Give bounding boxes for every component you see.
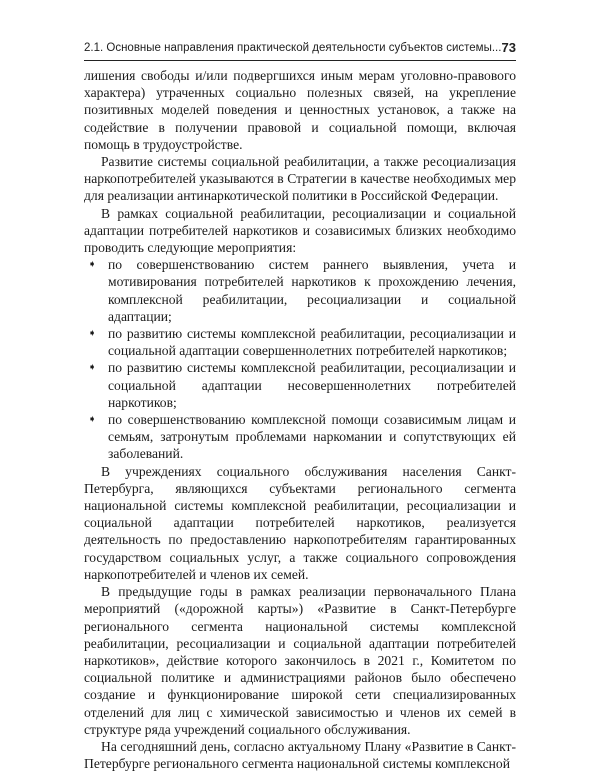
paragraph: В предыдущие годы в рамках реализации первоначального Плана мероприятий («дорожной карты») «Развитие в Санкт-Петербурге регионального сегмента национальной системы комплексной реабилитации, ресоциализации и социальной адаптации потребителей наркотиков», действие которого закончилось в 2021 г., Комитетом по социальной политике и администрациями районов было обеспечено создание и функционирование широкой сети специализированных отделений для лиц с химической зависимостью и членов их семей в структуре ряда учреждений социального обслуживания. <box>84 584 516 737</box>
arrow-bullet-icon: ➧ <box>88 414 97 426</box>
paragraph: В рамках социальной реабилитации, ресоциализации и социальной адаптации потребителей наркотиков и созависимых близких необходимо проводить следующие мероприятия: <box>84 205 516 256</box>
list-item <box>84 256 516 325</box>
arrow-bullet-icon: ➧ <box>88 328 97 340</box>
running-header-title: 2.1. Основные направления практической деятельности субъектов системы... <box>84 42 502 54</box>
paragraph: На сегодняшний день, согласно актуальному Плану «Развитие в Санкт-Петербурге регионального сегмента национальной системы комплексной <box>84 738 516 772</box>
arrow-bullet-icon: ➧ <box>88 362 97 374</box>
bullet-list <box>84 256 516 462</box>
list-item-text: по совершенствованию систем раннего выявления, учета и мотивирования потребителей наркотиков к прохождению лечения, комплексной реабилитации, ресоциализации и социальной адаптации; <box>108 257 516 324</box>
paragraph: В учреждениях социального обслуживания населения Санкт-Петербурга, являющихся субъектами регионального сегмента национальной системы комплексной реабилитации, ресоциализации и социальной адаптации потребителей наркотиков, реализуется деятельность по предоставлению наркопотребителям гарантированных государством социальных услуг, а также социального сопровождения наркопотребителей и членов их семей. <box>84 463 516 582</box>
list-item <box>84 411 516 463</box>
paragraph: лишения свободы и/или подвергшихся иным мерам уголовно-правового характера) утраченных социально полезных связей, на укрепление позитивных моделей поведения и ценностных установок, а также на содействие в получении правовой и социальной помощи, включая помощь в трудоустройстве. <box>84 68 516 152</box>
paragraph: Развитие системы социальной реабилитации, а также ресоциализация наркопотребителей указываются в Стратегии в качестве необходимых мер для реализации антинаркотической политики в Российской Федерации. <box>84 154 516 204</box>
list-item-text: по развитию системы комплексной реабилитации, ресоциализации и социальной адаптации совершеннолетних потребителей наркотиков; <box>108 326 516 359</box>
list-item <box>84 359 516 411</box>
page-number: 73 <box>501 40 516 55</box>
running-header <box>84 38 516 61</box>
list-item <box>84 325 516 359</box>
list-item-text: по развитию системы комплексной реабилитации, ресоциализации и социальной адаптации несовершеннолетних потребителей наркотиков; <box>108 360 516 410</box>
arrow-bullet-icon: ➧ <box>88 259 97 271</box>
list-item-text: по совершенствованию комплексной помощи созависимым лицам и семьям, затронутым проблемами наркомании и сопутствующих ей заболеваний. <box>108 412 516 462</box>
page-body <box>84 67 516 772</box>
